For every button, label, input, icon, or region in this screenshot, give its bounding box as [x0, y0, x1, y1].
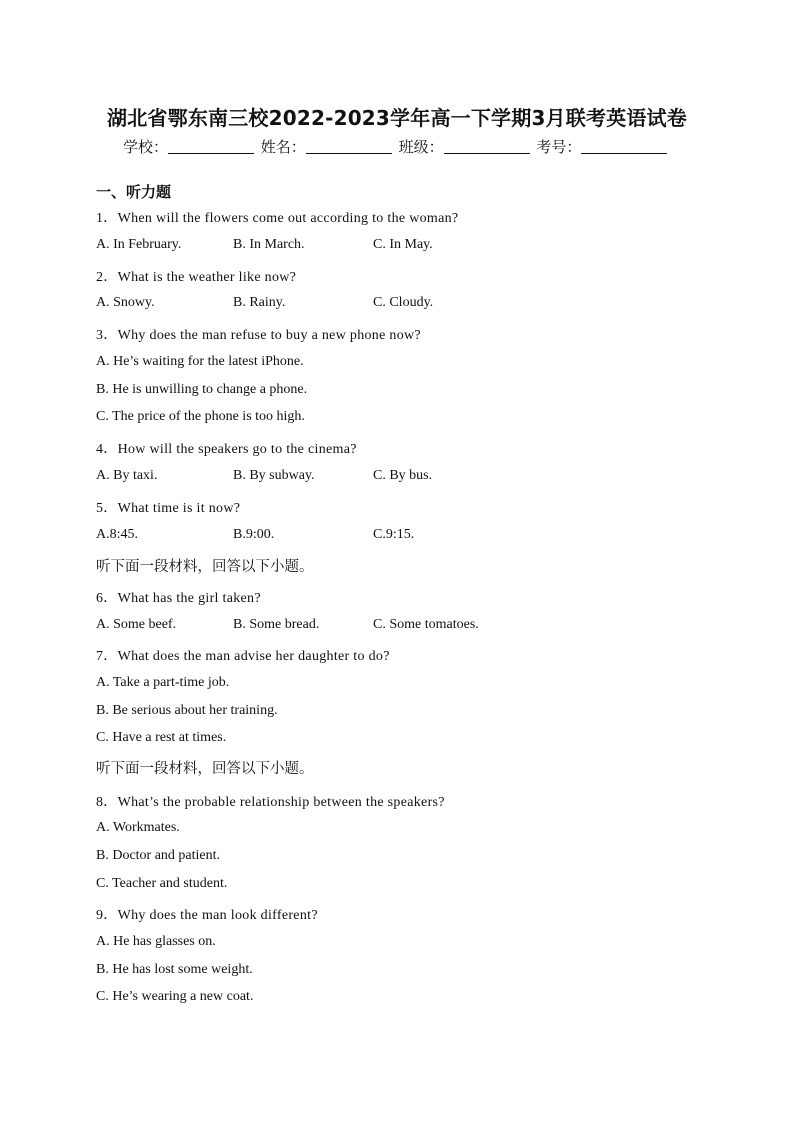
section-heading: 一、听力题	[96, 183, 172, 201]
option-1b[interactable]: B. In March.	[233, 237, 305, 252]
student-info-line	[123, 136, 669, 157]
question-2: 2．What is the weather like now?	[96, 270, 297, 285]
school-label: 学校：	[123, 138, 169, 156]
option-6a[interactable]: A. Some beef.	[96, 617, 177, 632]
option-8a[interactable]: A. Workmates.	[96, 820, 180, 835]
options-2	[96, 295, 696, 313]
option-9a[interactable]: A. He has glasses on.	[96, 934, 216, 949]
option-1a[interactable]: A. In February.	[96, 237, 182, 252]
option-4b[interactable]: B. By subway.	[233, 468, 315, 483]
question-4: 4．How will the speakers go to the cinema?	[96, 442, 357, 457]
question-1: 1．When will the flowers come out according to the woman?	[96, 211, 459, 226]
option-7b[interactable]: B. Be serious about her training.	[96, 703, 278, 718]
exam-title: 湖北省鄂东南三校2022-2023学年高一下学期3月联考英语试卷	[107, 106, 687, 130]
options-4	[96, 468, 696, 486]
option-2b[interactable]: B. Rainy.	[233, 295, 286, 310]
question-5: 5．What time is it now?	[96, 501, 241, 516]
school-blank[interactable]	[168, 139, 254, 154]
option-3a[interactable]: A. He’s waiting for the latest iPhone.	[96, 354, 304, 369]
option-4a[interactable]: A. By taxi.	[96, 468, 158, 483]
passage-instruction-2: 听下面一段材料，回答以下小题。	[96, 761, 314, 777]
question-8: 8．What’s the probable relationship between the speakers?	[96, 795, 445, 810]
option-3b[interactable]: B. He is unwilling to change a phone.	[96, 382, 308, 397]
number-label: 考号：	[536, 138, 582, 156]
question-7: 7．What does the man advise her daughter to do?	[96, 649, 390, 664]
option-3c[interactable]: C. The price of the phone is too high.	[96, 409, 305, 424]
option-7c[interactable]: C. Have a rest at times.	[96, 730, 227, 745]
question-3: 3．Why does the man refuse to buy a new phone now?	[96, 328, 421, 343]
options-5	[96, 527, 696, 545]
question-9: 9．Why does the man look different?	[96, 908, 318, 923]
option-5b[interactable]: B.9:00.	[233, 527, 275, 542]
option-9b[interactable]: B. He has lost some weight.	[96, 962, 253, 977]
number-blank[interactable]	[581, 139, 667, 154]
name-blank[interactable]	[306, 139, 392, 154]
class-blank[interactable]	[444, 139, 530, 154]
option-2a[interactable]: A. Snowy.	[96, 295, 155, 310]
passage-instruction-1: 听下面一段材料，回答以下小题。	[96, 559, 314, 575]
option-5c[interactable]: C.9:15.	[373, 527, 415, 542]
class-label: 班级：	[398, 138, 444, 156]
option-4c[interactable]: C. By bus.	[373, 468, 433, 483]
option-8b[interactable]: B. Doctor and patient.	[96, 848, 221, 863]
option-9c[interactable]: C. He’s wearing a new coat.	[96, 989, 254, 1004]
options-1	[96, 237, 696, 255]
options-6	[96, 617, 696, 635]
option-1c[interactable]: C. In May.	[373, 237, 433, 252]
option-7a[interactable]: A. Take a part-time job.	[96, 675, 230, 690]
option-6c[interactable]: C. Some tomatoes.	[373, 617, 479, 632]
name-label: 姓名：	[260, 138, 306, 156]
option-5a[interactable]: A.8:45.	[96, 527, 138, 542]
question-6: 6．What has the girl taken?	[96, 591, 261, 606]
option-2c[interactable]: C. Cloudy.	[373, 295, 434, 310]
option-8c[interactable]: C. Teacher and student.	[96, 876, 228, 891]
option-6b[interactable]: B. Some bread.	[233, 617, 320, 632]
